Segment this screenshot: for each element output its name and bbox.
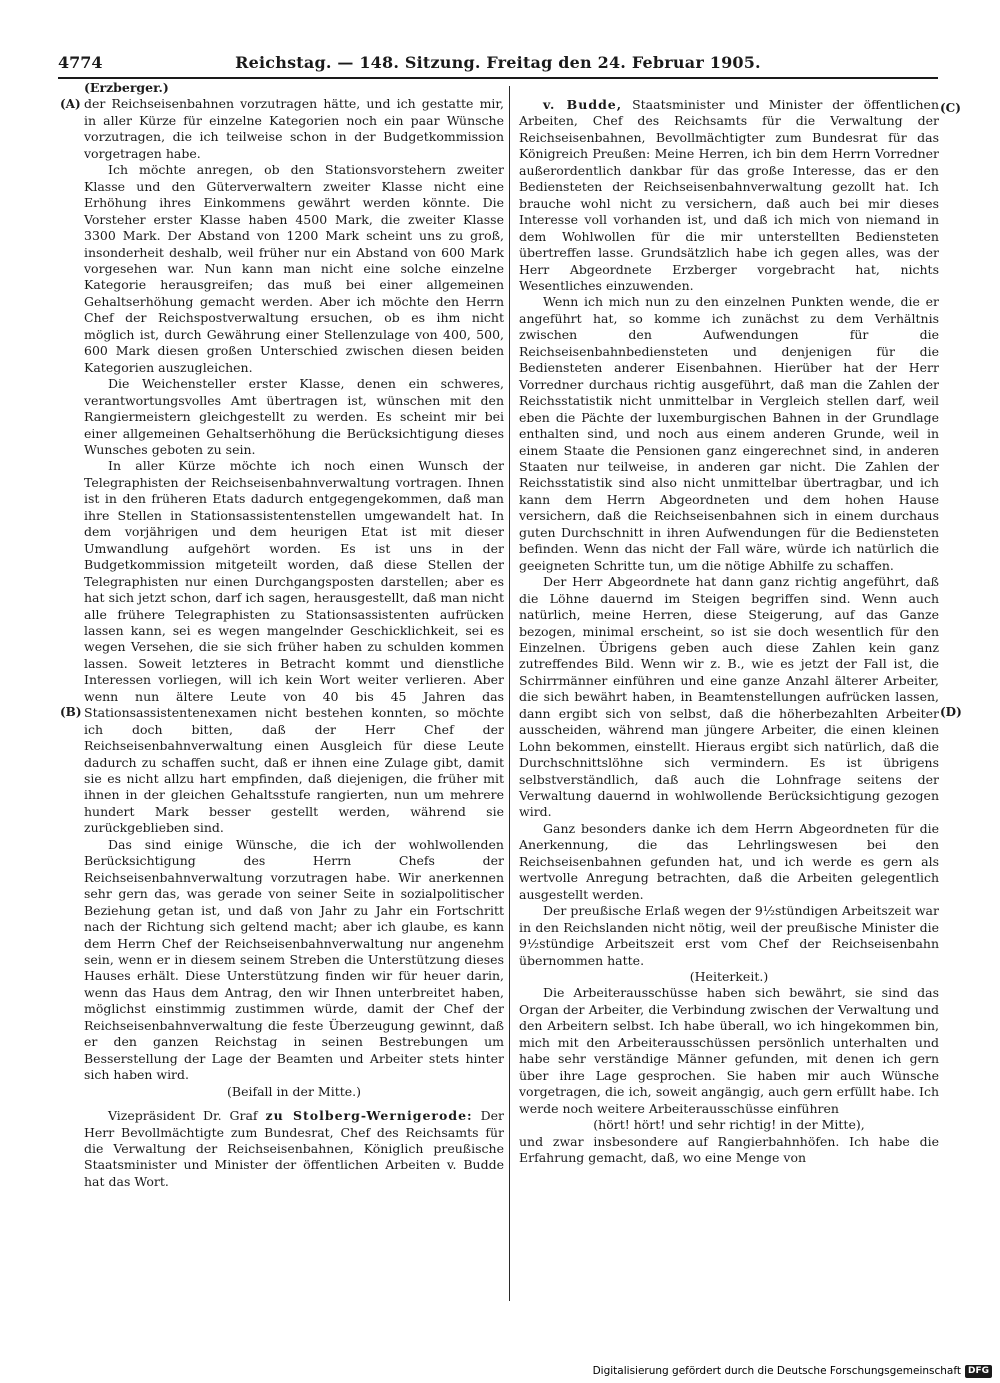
- laughter-note: (Heiterkeit.): [689, 969, 769, 985]
- margin-marker-d: (D): [940, 705, 962, 719]
- paragraph: und zwar insbesondere auf Rangierbahnhöfen. Ich habe die Erfahrung gemacht, daß, wo eine Menge von: [519, 1133, 939, 1165]
- footer: [593, 1364, 992, 1378]
- vice-president-label: Vizepräsident Dr. Graf: [108, 1108, 258, 1124]
- paragraph: Die Weichensteller erster Klasse, denen ein schweres, verantwortungsvolles Amt übertragen ist, wünschen mit den Rangiermeistern gleichgestellt zu werden. Es scheint mir bei einer allgemeinen Gehaltserhöhung die Berücksichtigung dieses Wunsches geboten zu sein.: [84, 376, 504, 457]
- paragraph: der Reichseisenbahnen vorzutragen hätte, und ich gestatte mir, in aller Kürze für einzelne Kategorien noch ein paar Wünsche vorzutragen, die ich teilweise schon in der Budgetkommission vorgetragen habe.: [84, 96, 504, 161]
- vice-president-name: zu Stolberg-Wernigerode:: [265, 1108, 473, 1124]
- paragraph: In aller Kürze möchte ich noch einen Wunsch der Telegraphisten der Reichseisenbahnverwaltung vortragen. Ihnen ist in den früheren Etats dadurch entgegengekommen, daß man ihre Stellen in Stationsassistentenstellen umgewandelt hat. In dem vorjährigen und dem heurigen Etat ist mit dieser Umwandlung aufgehört worden. Es ist uns in der Budgetkommission mitgeteilt worden, daß diese Stellen der Telegraphisten nur einen Durchgangsposten darstellen; aber es hat sich jetzt schon, darf ich sagen, herausgestellt, daß man nicht alle frühere Telegraphisten zu Stationsassistenten aufrücken lassen kann, sei es wegen mangelnder Geschicklichkeit, sei es wegen Versehen, die sie sich früher haben zu schulden kommen lassen. Soweit letzteres in Betracht kommt und dienstliche Interessen vorliegen, will ich kein Wort weiter verlieren. Aber wenn nun ältere Leute von 40 bis 45 Jahren das Stationsassistentenexamen nicht bestehen konnten, so möchte ich doch bitten, daß der Herr Chef der Reichseisenbahnverwaltung einen Ausgleich für diese Leute dadurch zu schaffen sucht, daß er ihnen eine Zulage gibt, damit sie es nicht allzu hart empfinden, daß diejenigen, die früher mit ihnen in der gleichen Gehaltsstufe rangierten, nun um mehrere hundert Mark besser gestellt werden, während sie zurückgeblieben sind.: [84, 458, 504, 836]
- vice-president-statement: [84, 1108, 504, 1190]
- paragraph: Das sind einige Wünsche, die ich der wohlwollenden Berücksichtigung des Herrn Chefs der Reichseisenbahnverwaltung vorzutragen habe. Wir anerkennen sehr gern das, was gerade von seiner Seite in sozialpolitischer Beziehung getan ist, und daß von Jahr zu Jahr ein Fortschritt nach der Richtung sich geltend macht; aber ich glaube, es kann dem Herrn Chef der Reichseisenbahnverwaltung nur angenehm sein, wenn er in diesem seinem Streben die Unterstützung dieses Hauses erhält. Diese Unterstützung finden wir für heuer darin, wenn das Haus dem Antrag, den wir Ihnen unterbreitet haben, möglichst einstimmig zustimmen würde, damit der Chef der Reichseisenbahnverwaltung die feste Überzeugung gewinnt, daß er den ganzen Reichstag in seinen Bestrebungen um Besserstellung der Lage der Beamten und Arbeiter stets hinter sich haben wird.: [84, 836, 504, 1083]
- margin-marker-b: (B): [60, 705, 82, 719]
- paragraph: Die Arbeiterausschüsse haben sich bewährt, sie sind das Organ der Arbeiter, die Verbindung zwischen der Verwaltung und den Arbeitern selbst. Ich habe überall, wo ich hingekommen bin, mich mit den Arbeiterausschüssen persönlich unterhalten und habe sehr verständige Männer gefunden, mit denen ich gern über ihre Lage gesprochen. Sie haben mir auch Wünsche vorgetragen, die ich, soweit angängig, auch gern erfüllt habe. Ich werde noch weitere Arbeiterausschüsse einführen: [519, 985, 939, 1116]
- paragraph: Wenn ich mich nun zu den einzelnen Punkten wende, die er angeführt hat, so komme ich zunächst zu dem Verhältnis zwischen den Aufwendungen für die Reichseisenbahnbediensteten und denjenigen für die Bediensteten anderer Eisenbahnen. Hierüber hat der Herr Vorredner durchaus richtig ausgeführt, daß man die Zahlen der Reichsstatistik nicht unmittelbar in Vergleich stellen darf, weil eben die Pächte der luxemburgischen Bahnen in der Grundlage enthalten sind, und noch aus einem anderen Grunde, weil in einem Staate die Pensionen ganz eingerechnet sind, in anderen Staaten nur teilweise, in anderen gar nicht. Die Zahlen der Reichsstatistik sind also nicht unmittelbar übertragbar, und ich kann dem Herrn Abgeordneten und dem hohen Hause versichern, daß die Reichseisenbahnen sich in einem durchaus guten Durchschnitt in ihren Aufwendungen für die Bediensteten befinden. Wenn das nicht der Fall wäre, würde ich natürlich die geeigneten Schritte tun, um die nötige Abhilfe zu schaffen.: [519, 294, 939, 573]
- page-header: [58, 50, 938, 76]
- right-column: [519, 80, 939, 1166]
- minister-text: Staatsminister und Minister der öffentlichen Arbeiten, Chef des Reichsamts für die Verwaltung der Reichseisenbahnen, Bevollmächtigter zum Bundesrat für das Königreich Preußen: Meine Herren, ich bin dem Herrn Vorredner außerordentlich dankbar für das große Interesse, das er den Bediensteten der Reichseisenbahnverwaltung gezollt hat. Ich brauche wohl nicht zu versichern, daß auch bei mir dieses Interesse voll vorhanden ist, und daß ich mich von niemand in dem Wohlwollen für die mir unterstellten Bediensteten übertreffen lasse. Grundsätzlich habe ich gegen alles, was der Herr Abgeordnete Erzberger vorgebracht hat, nichts Wesentliches einzuwenden.: [519, 97, 939, 293]
- applause-note: (Beifall in der Mitte.): [227, 1083, 361, 1099]
- interjection-note: (hört! hört! und sehr richtig! in der Mitte),: [593, 1117, 865, 1133]
- margin-marker-c: (C): [940, 101, 961, 115]
- paragraph: Der Herr Abgeordnete hat dann ganz richtig angeführt, daß die Löhne dauernd im Steigen begriffen sind. Wenn auch natürlich, meine Herren, diese Steigerung, auf das Ganze bezogen, minimal erscheint, so ist sie doch wesentlich für den Einzelnen. Übrigens geben auch diese Zahlen kein ganz zutreffendes Bild. Wenn wir z. B., wie es jetzt der Fall ist, die Schirrmänner einführen und eine ganze Anzahl älterer Arbeiter, die sich bewährt haben, in Beamtenstellungen aufrücken lassen, dann ergibt sich von selbst, daß die höherbezahlten Arbeiter ausscheiden, während man jüngere Arbeiter, die einen kleinen Lohn bekommen, einstellt. Hieraus ergibt sich natürlich, daß die Durchschnittslöhne sich vermindern. Es ist übrigens selbstverständlich, daß auch die Lohnfrage seitens der Verwaltung dauernd in wohlwollende Berücksichtigung gezogen wird.: [519, 574, 939, 820]
- minister-statement: [519, 97, 939, 294]
- header-rule: [58, 77, 938, 79]
- vice-president-text: Der Herr Bevollmächtigte zum Bundesrat, Chef des Reichsamts für die Verwaltung der Reichseisenbahnen, Königlich preußische Staatsminister und Minister der öffentlichen Arbeiten v. Budde hat das Wort.: [84, 1108, 504, 1189]
- column-divider: [509, 86, 510, 1301]
- speaker-label: (Erzberger.): [84, 80, 169, 95]
- minister-name: v. Budde,: [543, 97, 623, 112]
- paragraph: Der preußische Erlaß wegen der 9½stündigen Arbeitszeit war in den Reichslanden nicht nötig, weil der preußische Minister die 9½stündige Arbeitszeit erst vom Chef der Reichseisenbahn übernommen hatte.: [519, 903, 939, 968]
- paragraph: Ganz besonders danke ich dem Herrn Abgeordneten für die Anerkennung, die das Lehrlingswesen bei den Reichseisenbahnen gefunden hat, und ich werde es gern als wertvolle Anregung betrachten, daß die Arbeiten gelegentlich ausgestellt werden.: [519, 820, 939, 902]
- left-column: [84, 80, 504, 1190]
- margin-marker-a: (A): [60, 97, 81, 111]
- running-title: Reichstag. — 148. Sitzung. Freitag den 24. Februar 1905.: [235, 53, 761, 72]
- footer-text: Digitalisierung gefördert durch die Deutsche Forschungsgemeinschaft: [592, 1365, 961, 1377]
- page-number: 4774: [58, 53, 103, 72]
- paragraph: Ich möchte anregen, ob den Stationsvorstehern zweiter Klasse und den Güterverwaltern zweiter Klasse nicht eine Erhöhung ihres Einkommens gewährt werden könnte. Die Vorsteher erster Klasse haben 4500 Mark, die zweiter Klasse 3300 Mark. Der Abstand von 1200 Mark scheint uns zu groß, insonderheit deshalb, weil früher nur ein Abstand von 600 Mark vorgesehen war. Nun kann man nicht eine solche einzelne Kategorie herausgreifen; das muß bei einer allgemeinen Gehaltserhöhung gemacht werden. Aber ich möchte den Herrn Chef der Reichspostverwaltung ersuchen, ob es ihm nicht möglich ist, durch Gewährung einer Stellenzulage von 400, 500, 600 Mark diesen großen Unterschied zwischen diesen beiden Kategorien auszugleichen.: [84, 162, 504, 375]
- dfg-logo: DFG: [965, 1365, 992, 1378]
